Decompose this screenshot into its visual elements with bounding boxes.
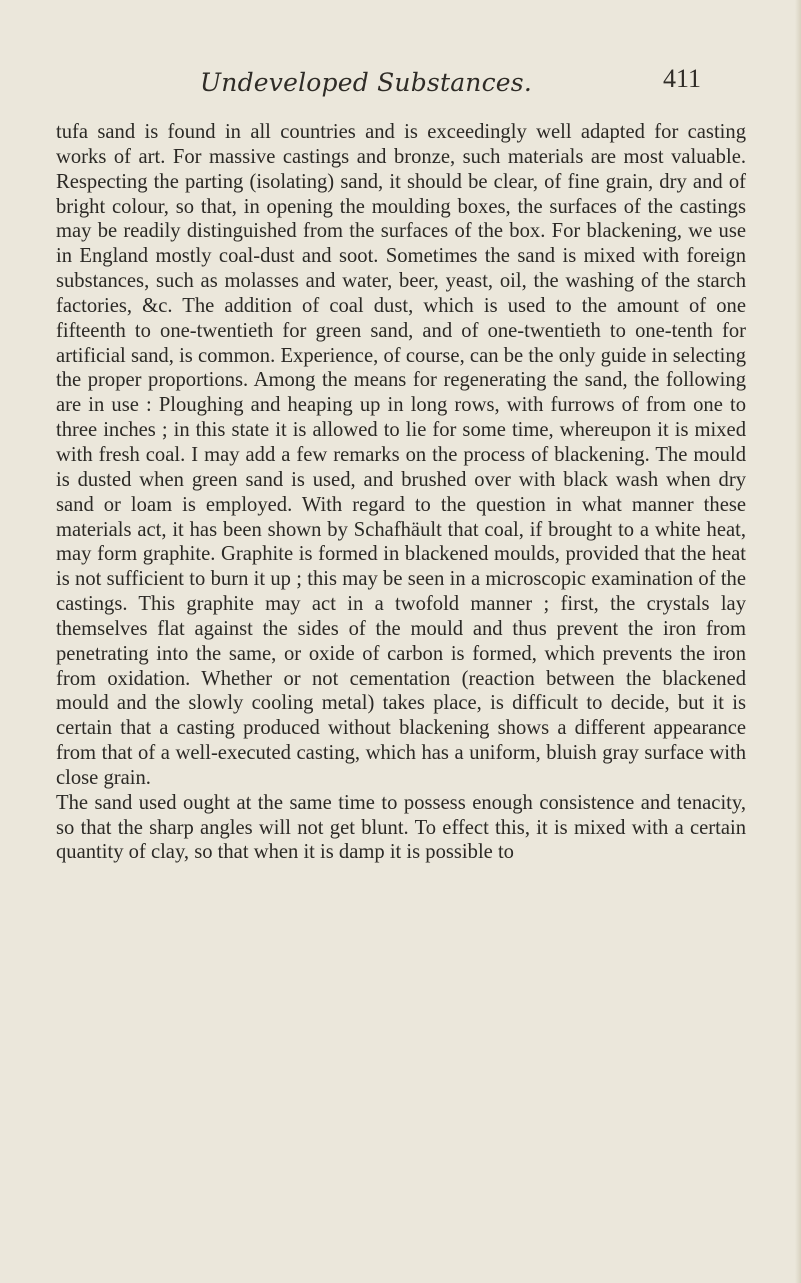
body-text xyxy=(56,120,746,865)
running-title: Undeveloped Substances. xyxy=(200,68,532,97)
page-header xyxy=(60,64,741,108)
page-number: 411 xyxy=(662,64,701,93)
page-edge xyxy=(795,0,801,1283)
paragraph-1: tufa sand is found in all countries and is exceedingly well adapted for casting works of art. For massive castings and bronze, such materials are most valuable. Respecting the parting (isolating) sand, it should be clear, of fine grain, dry and of bright colour, so that, in opening the moulding boxes, the surfaces of the castings may be readily distinguished from the surfaces of the box. For blackening, we use in England mostly coal-dust and soot. Sometimes the sand is mixed with foreign substances, such as molasses and water, beer, yeast, oil, the washing of the starch factories, &c. The addition of coal dust, which is used to the amount of one fifteenth to one-twentieth for green sand, and of one-twentieth to one-tenth for artificial sand, is common. Experience, of course, can be the only guide in selecting the proper proportions. Among the means for regenerating the sand, the following are in use : Ploughing and heaping up in long rows, with furrows of from one to three inches ; in this state it is allowed to lie for some time, whereupon it is mixed with fresh coal. I may add a few remarks on the process of blackening. The mould is dusted when green sand is used, and brushed over with black wash when dry sand or loam is employed. With regard to the question in what manner these materials act, it has been shown by Schafhäult that coal, if brought to a white heat, may form graphite. Graphite is formed in blackened moulds, provided that the heat is not sufficient to burn it up ; this may be seen in a microscopic examination of the castings. This graphite may act in a twofold manner ; first, the crystals lay themselves flat against the sides of the mould and thus prevent the iron from penetrating into the same, or oxide of carbon is formed, which prevents the iron from oxidation. Whether or not cementation (reaction between the blackened mould and the slowly cooling metal) takes place, is difficult to decide, but it is certain that a casting produced without blackening shows a different appearance from that of a well-executed casting, which has a uniform, bluish gray surface with close grain. xyxy=(56,121,746,789)
paragraph-2: The sand used ought at the same time to possess enough consistence and tenacity, so that the sharp angles will not get blunt. To effect this, it is mixed with a certain quantity of clay, so that when it is damp it is possible to xyxy=(56,791,746,864)
